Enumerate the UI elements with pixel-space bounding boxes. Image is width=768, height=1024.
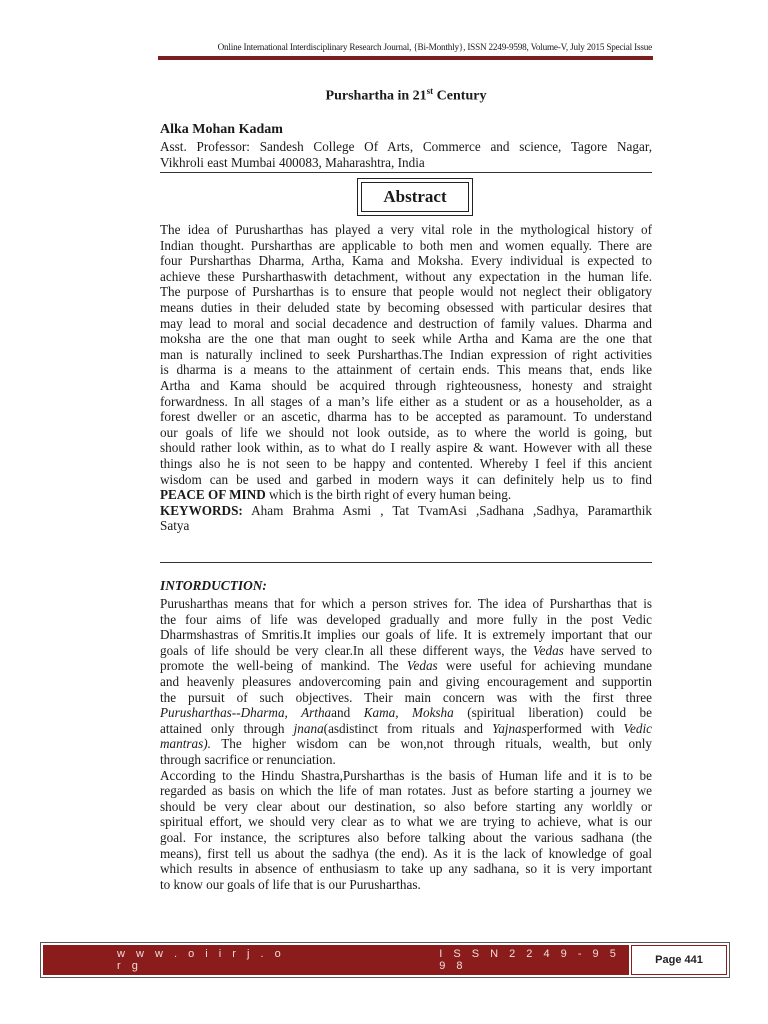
intro-text: promote the well-being of mankind. The	[160, 658, 407, 674]
abstract-line: forwardness. In all stages of a man’s life either as a student or as a householder, as a	[160, 393, 652, 409]
keywords-label: KEYWORDS:	[160, 502, 243, 518]
abstract-line: achieve these Pursharthaswith detachment, without any expectation in the human life.	[160, 268, 652, 284]
author-name: Alka Mohan Kadam	[160, 122, 283, 137]
intro-text: (spiritual liberation) could be	[453, 705, 652, 721]
abstract-line: wisdom can be used and garbed in modern ways it can definitely help us to find	[160, 471, 652, 487]
abstract-line: The purpose of Pursharthas is to ensure that people would not neglect their obligatory	[160, 284, 652, 300]
peace-of-mind-bold: PEACE OF MIND	[160, 487, 266, 503]
keywords-line: Satya	[160, 518, 190, 534]
peace-of-mind-line	[160, 487, 652, 503]
journal-header: Online International Interdisciplinary Research Journal, {Bi-Monthly}, ISSN 2249-9598, Volume-V, July 2015 Special Issue	[217, 42, 652, 52]
intro-line: and heavenly pleasures andovercoming pain and giving encouragement and supportin	[160, 673, 652, 689]
intro-line	[160, 705, 652, 721]
title-text: Purshartha in 21	[325, 88, 427, 104]
intro-line: Dharmshastras of Smritis.It implies our goals of life. It is extremely important that our	[160, 627, 652, 643]
footer-banner	[43, 945, 629, 975]
abstract-line: our goals of life we should not look outside, as to where the world is going, but	[160, 424, 652, 440]
abstract-line: The idea of Purusharthas has played a very vital role in the mythological history of	[160, 222, 652, 237]
abstract-line: forest dweller or an ascetic, dharma has to be accepted as paramount. To understand	[160, 409, 652, 425]
intro-text: were useful for achieving mundane	[437, 658, 652, 674]
intro-line: Purusharthas means that for which a person strives for. The idea of Pursharthas that is	[160, 596, 652, 611]
intro-line	[160, 643, 652, 659]
abstract-line: moksha are the one that man ought to seek while Artha and Kama are the one that	[160, 331, 652, 347]
intro-italic: Purusharthas--Dharma, Artha	[160, 705, 332, 721]
abstract-line: four Pursharthas Dharma, Artha, Kama and Moksha. Every individual is expected to	[160, 253, 652, 269]
intro-italic: mantras).	[160, 736, 211, 752]
peace-of-mind-rest: which is the birth right of every human being.	[265, 487, 512, 503]
abstract-line: things also he is not seen to be happy and contented. Whereby I feel if this ancient	[160, 455, 652, 471]
intro-line: the pursuit of such objectives. Their main concern was with the first three	[160, 689, 652, 705]
intro-line: means), first tell us about the sadhya (the end). As it is the lack of knowledge of goal	[160, 845, 652, 861]
intro-italic: jnana	[293, 720, 324, 736]
footer-website[interactable]: w w w . o i i r j . o r g	[117, 948, 285, 972]
keywords-line	[160, 503, 652, 519]
introduction-body	[160, 596, 652, 892]
affiliation-line: Vikhroli east Mumbai 400083, Maharashtra, India	[160, 154, 425, 170]
abstract-body	[160, 222, 652, 534]
intro-text: goals of life should be very clear.In all these different ways, the	[160, 642, 534, 658]
intro-line	[160, 736, 652, 752]
affiliation-line: Asst. Professor: Sandesh College Of Arts, Commerce and science, Tagore Nagar,	[160, 139, 652, 154]
intro-italic: Vedas	[533, 642, 564, 658]
intro-line: through sacrifice or renunciation.	[160, 751, 336, 767]
abstract-line: may lead to moral and social decadence and destruction of family values. Dharma and	[160, 315, 652, 331]
abstract-line: man is naturally inclined to seek Pursharthas.The Indian expression of right activities	[160, 346, 652, 362]
intro-text: have served to	[563, 642, 653, 658]
abstract-line: Indian thought. Pursharthas are applicable to both men and women equally. There are	[160, 237, 652, 253]
intro-line: regarded as basis on which the life of man rotates. Just as before starting a journey we	[160, 783, 652, 799]
intro-text: (asdistinct from rituals and	[323, 720, 493, 736]
divider	[160, 172, 652, 173]
author-affiliation	[160, 139, 652, 170]
abstract-heading-box	[357, 178, 473, 216]
page-footer	[40, 942, 730, 978]
intro-line: spiritual effort, we should very clear as to what we are trying to achieve, what is our	[160, 814, 652, 830]
intro-line: According to the Hindu Shastra,Pursharthas is the basis of Human life and it is to be	[160, 767, 652, 783]
abstract-heading: Abstract	[361, 182, 469, 212]
divider	[160, 562, 652, 563]
intro-line: to know our goals of life that is our Purusharthas.	[160, 876, 421, 892]
introduction-heading: INTORDUCTION:	[160, 578, 267, 593]
keywords-text: Aham Brahma Asmi , Tat TvamAsi ,Sadhana ,Sadhya, Paramarthik	[242, 502, 652, 518]
footer-issn: I S S N 2 2 4 9 - 9 5 9 8	[439, 948, 620, 972]
title-tail: Century	[433, 88, 487, 104]
intro-line: which results in absence of enthusiasm to take up any sadhana, so it is very important	[160, 861, 652, 877]
intro-text: and	[331, 705, 364, 721]
intro-line: goal. For instance, the scriptures also before talking about the various sadhana (the	[160, 829, 652, 845]
abstract-line: Artha and Kama should be acquired through righteousness, honesty and straight	[160, 377, 652, 393]
intro-italic: Kama, Moksha	[363, 705, 454, 721]
title-sup: st	[426, 86, 434, 96]
header-rule	[158, 56, 653, 60]
intro-text: attained only through	[160, 720, 294, 736]
intro-italic: Vedic	[623, 720, 652, 736]
article-title	[160, 86, 652, 105]
intro-text: The higher wisdom can be won,not through rituals, wealth, but only	[210, 736, 652, 752]
intro-italic: Vedas	[406, 658, 438, 674]
intro-line	[160, 658, 652, 674]
intro-text: performed with	[526, 720, 624, 736]
intro-line	[160, 721, 652, 737]
abstract-line: means duties in their deluded state by becoming obsessed with particular desires that	[160, 299, 652, 315]
abstract-line: is dharma is a means to the attainment of certain ends. This means that, ends like	[160, 362, 652, 378]
intro-italic: Yajnas	[492, 720, 527, 736]
intro-line: should be very clear about our destination, so also before starting any worldly or	[160, 798, 652, 814]
intro-line: the four aims of life was developed gradually and more fully in the post Vedic	[160, 611, 652, 627]
abstract-line: should rather look within, as to what do I really aspire & want. However with all these	[160, 440, 652, 456]
page-number: Page 441	[631, 945, 727, 975]
